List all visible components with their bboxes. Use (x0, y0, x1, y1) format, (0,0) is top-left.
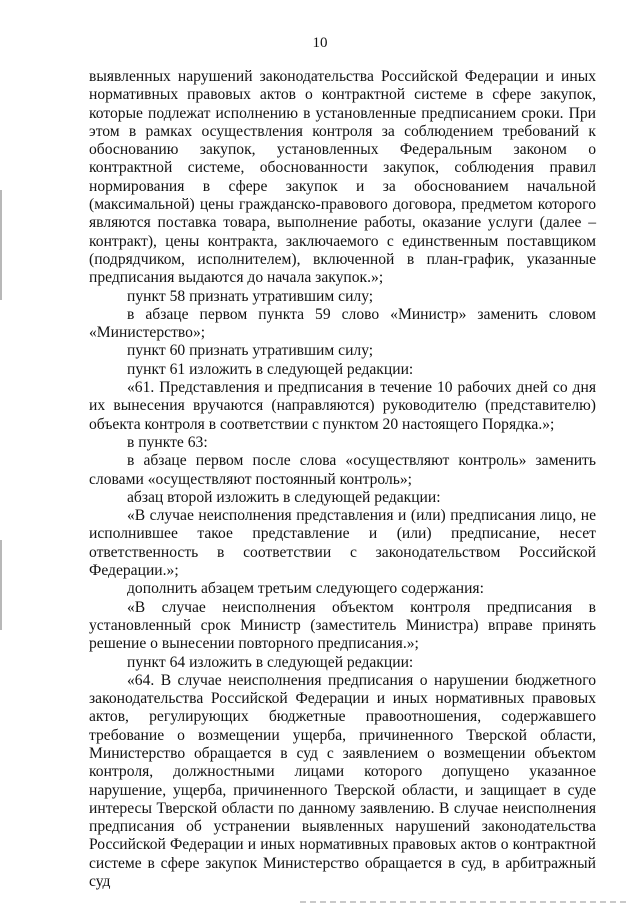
scan-bottom-mark (300, 901, 630, 903)
paragraph: в пункте 63: (127, 433, 208, 451)
paragraph: «61. Представления и предписания в течение 10 рабочих дней со дня их вынесения вручаются (направляются) руководителю (представителю) объекта контроля в соответствии с пунктом 20 настоящего Порядка.»; (89, 379, 596, 433)
paragraph: выявленных нарушений законодательства Российской Федерации и иных нормативных правовых актов о контрактной системе в сфере закупок, которые подлежат исполнению в установленные предписанием сроки. При этом в рамках осуществления контроля за соблюдением требований к обоснованию закупок, установленных Федеральным законом о контрактной системе, обоснованности закупок, соблюдения правил нормирования в сфере закупок и за обоснованием начальной (максимальной) цены гражданско-правового договора, предметом которого являются поставка товара, выполнение работы, оказание услуги (далее – контракт), цены контракта, заключаемого с единственным поставщиком (подрядчиком, исполнителем), включенной в план-график, указанные предписания выдаются до начала закупок.»; (89, 68, 596, 287)
paragraph: в абзаце первом после слова «осуществляют контроль» заменить словами «осуществляют постоянный контроль»; (89, 452, 596, 488)
paragraph: пункт 61 изложить в следующей редакции: (127, 360, 414, 378)
paragraph: дополнить абзацем третьим следующего содержания: (127, 580, 484, 598)
scan-edge-mark (0, 190, 2, 300)
scan-edge-mark (0, 540, 2, 630)
document-body (89, 68, 596, 891)
paragraph: «В случае неисполнения представления и (или) предписания лицо, не исполнившее такое представление и (или) предписание, несет ответственность в соответствии с законодательством Российской Федерации.»; (89, 507, 596, 580)
page-number: 10 (312, 35, 328, 51)
paragraph: пункт 64 изложить в следующей редакции: (127, 653, 414, 671)
paragraph: «В случае неисполнения объектом контроля предписания в установленный срок Министр (заместитель Министра) вправе принять решение о вынесении повторного предписания.»; (89, 598, 596, 653)
paragraph: пункт 58 признать утратившим силу; (127, 287, 374, 305)
paragraph: пункт 60 признать утратившим силу; (127, 342, 374, 360)
paragraph: «64. В случае неисполнения предписания о нарушении бюджетного законодательства Российской Федерации и иных нормативных правовых актов, регулирующих бюджетные правоотношения, содержавшего требование о возмещении ущерба, причиненного Тверской области, Министерство обращается в суд с заявлением о возмещении объектом контроля, должностными лицами которого допущено указанное нарушение, ущерба, причиненного Тверской области, и защищает в суде интересы Тверской области по данному заявлению. В случае неисполнения предписания об устранении выявленных нарушений законодательства Российской Федерации и иных нормативных правовых актов о контрактной системе в сфере закупок Министерство обращается в суд, в арбитражный суд (89, 671, 596, 891)
paragraph: абзац второй изложить в следующей редакции: (127, 488, 441, 506)
paragraph: в абзаце первом пункта 59 слово «Министр» заменить словом «Министерство»; (89, 305, 596, 342)
